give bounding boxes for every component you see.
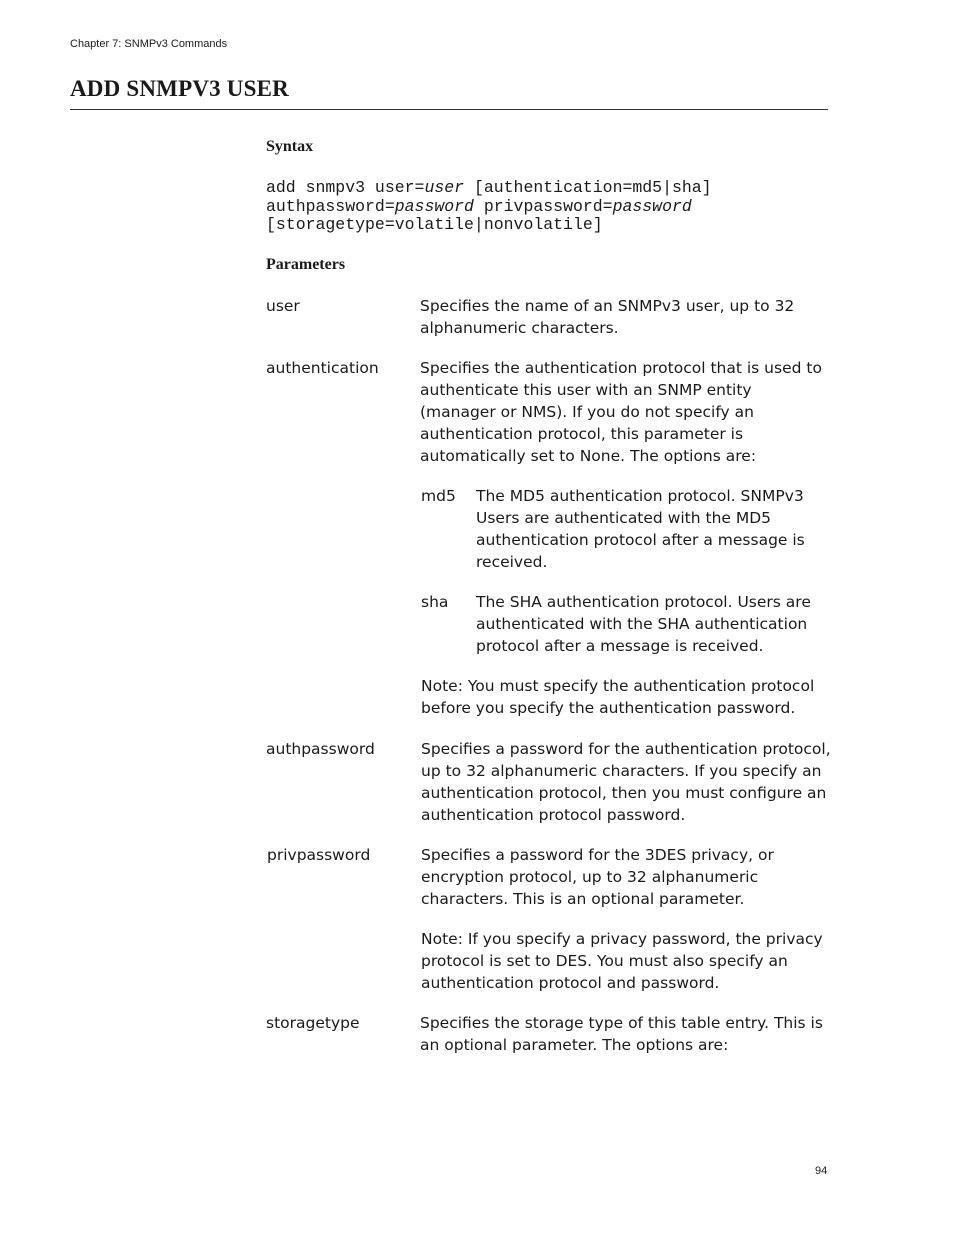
syntax-text: add snmpv3 user= (266, 178, 425, 197)
param-desc-privpassword: Specifies a password for the 3DES privacy, or encryption protocol, up to 32 alphanumeric characters. This is an optional parameter. (421, 846, 774, 908)
param-term-user: user (266, 297, 300, 315)
page-number: 94 (815, 1165, 828, 1177)
syntax-placeholder: password (394, 196, 474, 216)
syntax-text: [storagetype=volatile|nonvolatile] (266, 215, 603, 234)
syntax-text: privpassword= (473, 196, 613, 216)
syntax-text: authpassword= (266, 196, 395, 216)
param-desc-authentication: Specifies the authentication protocol that is used to authenticate this user with an SNMP entity (manager or NMS). If you do not specify an authentication protocol, this parameter is automatically set to None. The options are: (420, 359, 822, 465)
privpassword-note: Note: If you specify a privacy password, the privacy protocol is set to DES. You must also specify an authentication protocol and password. (421, 930, 823, 992)
syntax-text: [authentication=md5|sha] (464, 178, 712, 197)
param-term-storagetype: storagetype (266, 1014, 360, 1032)
running-head: Chapter 7: SNMPv3 Commands (70, 38, 228, 50)
option-md5-desc: The MD5 authentication protocol. SNMPv3 Users are authenticated with the MD5 authentication protocol after a message is received. (476, 487, 805, 571)
syntax-heading: Syntax (266, 138, 314, 155)
authentication-note: Note: You must specify the authentication protocol before you specify the authentication password. (421, 677, 815, 717)
option-sha-desc: The SHA authentication protocol. Users are authenticated with the SHA authentication protocol after a message is received. (476, 593, 811, 655)
param-term-privpassword: privpassword (267, 846, 371, 864)
option-md5: md5 (421, 487, 456, 505)
param-desc-storagetype: Specifies the storage type of this table entry. This is an optional parameter. The options are: (420, 1014, 823, 1054)
page-title: ADD SNMPV3 USER (70, 76, 289, 101)
parameters-heading: Parameters (266, 256, 346, 273)
param-desc-user: Specifies the name of an SNMPv3 user, up to 32 alphanumeric characters. (420, 297, 795, 337)
option-sha: sha (421, 593, 449, 611)
syntax-placeholder: user (424, 178, 465, 197)
title-rule (70, 109, 828, 110)
syntax-placeholder: password (612, 196, 692, 216)
param-term-authpassword: authpassword (266, 740, 375, 758)
param-desc-authpassword: Specifies a password for the authentication protocol, up to 32 alphanumeric characters. If you specify an authentication protocol, then you must configure an authentication protocol password. (421, 740, 831, 824)
syntax-block (266, 179, 712, 235)
param-term-authentication: authentication (266, 359, 379, 377)
